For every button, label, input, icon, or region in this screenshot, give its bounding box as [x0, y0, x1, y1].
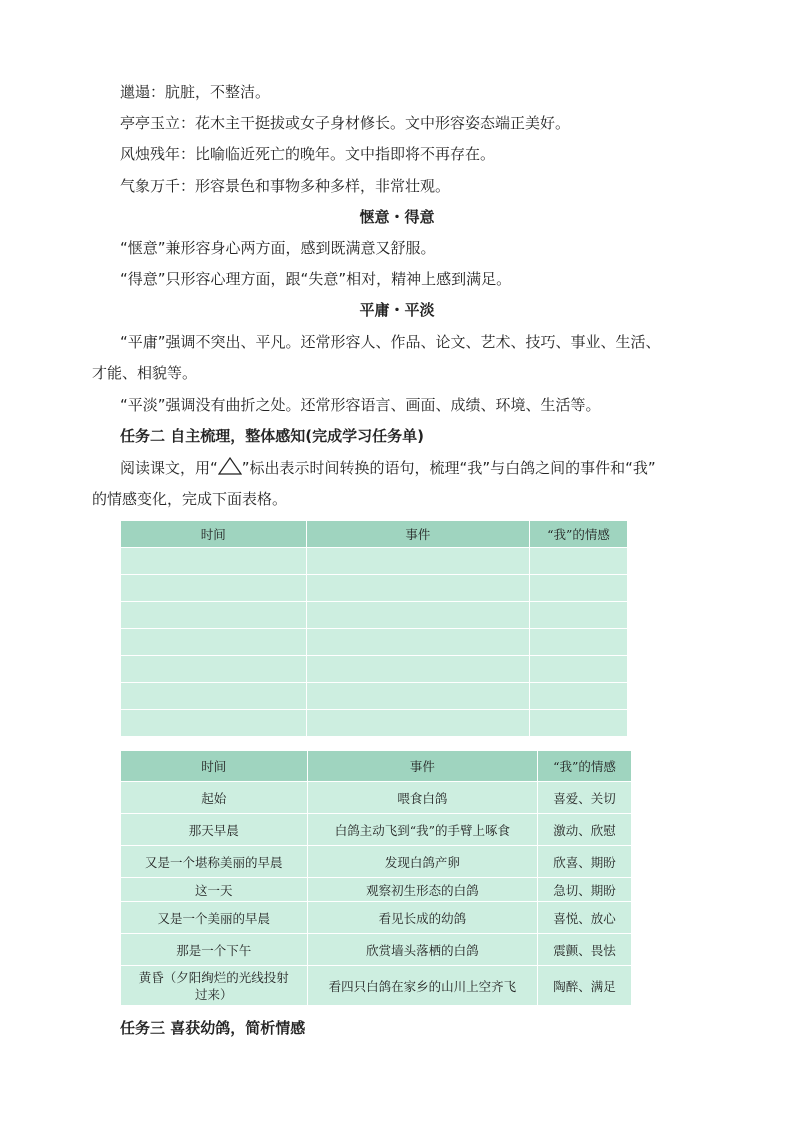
definition-line: 亭亭玉立：花木主干挺拔或女子身材修长。文中形容姿态端正美好。	[120, 114, 571, 132]
table-row	[121, 846, 632, 878]
table-row	[121, 878, 632, 902]
blank-cell[interactable]	[306, 656, 530, 683]
blank-cell[interactable]	[306, 548, 530, 575]
column-header: 事件	[307, 751, 538, 782]
table-row	[121, 902, 632, 934]
triangle-icon	[218, 457, 242, 480]
blank-cell[interactable]	[121, 710, 307, 737]
paragraph: “平庸”强调不突出、平凡。还常形容人、作品、论文、艺术、技巧、事业、生活、	[120, 333, 661, 351]
table-row	[121, 934, 632, 966]
section-heading: 平庸・平淡	[359, 301, 435, 319]
blank-cell[interactable]	[306, 629, 530, 656]
task-heading: 任务二 自主梳理，整体感知(完成学习任务单)	[120, 427, 424, 445]
blank-cell[interactable]	[530, 656, 628, 683]
blank-cell[interactable]	[530, 548, 628, 575]
blank-cell[interactable]	[121, 683, 307, 710]
blank-row	[121, 656, 628, 683]
event-cell: 欣赏墙头落栖的白鸽	[307, 934, 538, 966]
event-cell: 观察初生形态的白鸽	[307, 878, 538, 902]
emotion-cell: 激动、欣慰	[538, 814, 632, 846]
blank-cell[interactable]	[306, 575, 530, 602]
time-cell: 起始	[121, 782, 308, 814]
answer-table	[120, 750, 632, 1006]
column-header: 时间	[121, 521, 307, 548]
event-cell: 白鸽主动飞到“我”的手臂上啄食	[307, 814, 538, 846]
emotion-cell: 欣喜、期盼	[538, 846, 632, 878]
blank-cell[interactable]	[121, 575, 307, 602]
blank-cell[interactable]	[121, 602, 307, 629]
blank-cell[interactable]	[121, 629, 307, 656]
column-header: “我”的情感	[538, 751, 632, 782]
table-row	[121, 814, 632, 846]
emotion-cell: 震颤、畏怯	[538, 934, 632, 966]
definition-line: 气象万千：形容景色和事物多种多样，非常壮观。	[120, 177, 451, 195]
section-heading: 惬意・得意	[359, 208, 435, 226]
paragraph: 才能、相貌等。	[92, 364, 198, 382]
table-row	[121, 966, 632, 1006]
blank-row	[121, 602, 628, 629]
emotion-cell: 陶醉、满足	[538, 966, 632, 1006]
task-heading: 任务三 喜获幼鸽，简析情感	[120, 1019, 306, 1037]
instruction-line: 的情感变化，完成下面表格。	[92, 490, 288, 508]
event-cell: 发现白鸽产卵	[307, 846, 538, 878]
blank-cell[interactable]	[121, 548, 307, 575]
event-cell: 喂食白鸽	[307, 782, 538, 814]
definition-line: 邋遢：肮脏，不整洁。	[120, 83, 271, 101]
blank-cell[interactable]	[530, 629, 628, 656]
blank-row	[121, 575, 628, 602]
emotion-cell: 喜悦、放心	[538, 902, 632, 934]
event-cell: 看见长成的幼鸽	[307, 902, 538, 934]
blank-cell[interactable]	[121, 656, 307, 683]
blank-row	[121, 710, 628, 737]
time-cell: 又是一个堪称美丽的早晨	[121, 846, 308, 878]
blank-row	[121, 629, 628, 656]
blank-row	[121, 548, 628, 575]
blank-cell[interactable]	[306, 602, 530, 629]
time-cell: 黄昏（夕阳绚烂的光线投射过来）	[121, 966, 308, 1006]
definition-line: 风烛残年：比喻临近死亡的晚年。文中指即将不再存在。	[120, 145, 496, 163]
blank-row	[121, 683, 628, 710]
event-cell: 看四只白鸽在家乡的山川上空齐飞	[307, 966, 538, 1006]
blank-cell[interactable]	[530, 710, 628, 737]
blank-cell[interactable]	[306, 683, 530, 710]
instruction-text: ”标出表示时间转换的语句，梳理“我”与白鸽之间的事件和“我”	[241, 459, 656, 477]
emotion-cell: 急切、期盼	[538, 878, 632, 902]
table-row	[121, 782, 632, 814]
column-header: 事件	[306, 521, 530, 548]
instruction-text: 阅读课文，用“	[120, 459, 218, 477]
blank-cell[interactable]	[530, 602, 628, 629]
time-cell: 那天早晨	[121, 814, 308, 846]
paragraph: “惬意”兼形容身心两方面，感到既满意又舒服。	[120, 239, 436, 257]
paragraph: “得意”只形容心理方面，跟“失意”相对，精神上感到满足。	[120, 270, 512, 288]
instruction-line	[120, 457, 656, 480]
blank-worksheet-table	[120, 520, 628, 737]
emotion-cell: 喜爱、关切	[538, 782, 632, 814]
blank-cell[interactable]	[530, 683, 628, 710]
time-cell: 那是一个下午	[121, 934, 308, 966]
time-cell: 又是一个美丽的早晨	[121, 902, 308, 934]
column-header: “我”的情感	[530, 521, 628, 548]
column-header: 时间	[121, 751, 308, 782]
time-cell: 这一天	[121, 878, 308, 902]
blank-cell[interactable]	[530, 575, 628, 602]
paragraph: “平淡”强调没有曲折之处。还常形容语言、画面、成绩、环境、生活等。	[120, 396, 601, 414]
blank-cell[interactable]	[306, 710, 530, 737]
